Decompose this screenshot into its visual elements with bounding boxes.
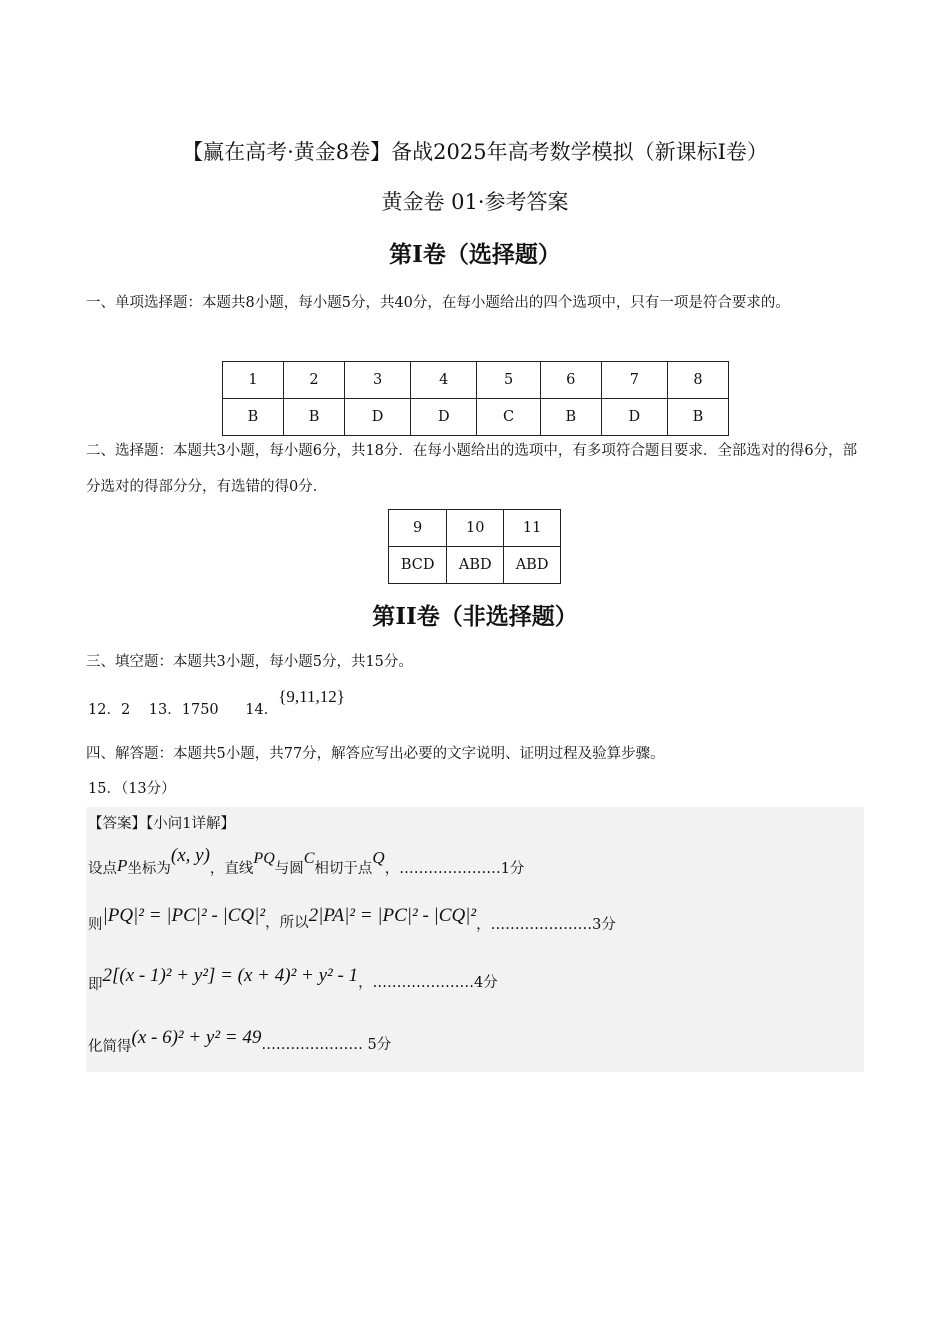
table-row-answers bbox=[223, 399, 729, 436]
equation: 2|PA|² = |PC|² - |CQ|² bbox=[308, 905, 477, 926]
table-cell: ABD bbox=[504, 547, 561, 584]
answer-table-multi-choice bbox=[388, 509, 561, 584]
document-subtitle: 黄金卷 01·参考答案 bbox=[381, 190, 569, 214]
table-cell: 1 bbox=[223, 362, 284, 399]
table-cell: D bbox=[411, 399, 477, 436]
table-cell: 3 bbox=[345, 362, 411, 399]
equation: 2[(x - 1)² + y²] = (x + 4)² + y² - 1 bbox=[102, 965, 359, 986]
solution-line-3: 即2[(x - 1)² + y²] = (x + 4)² + y² - 1，…………………4分 bbox=[88, 965, 498, 993]
q12-label: 12． bbox=[88, 702, 121, 718]
table-cell: 10 bbox=[447, 510, 504, 547]
solution-line-1: 设点P坐标为(x, y)，直线PQ与圆C相切于点Q，…………………1分 bbox=[88, 845, 525, 877]
table-cell: ABD bbox=[447, 547, 504, 584]
table-cell: B bbox=[667, 399, 728, 436]
solution-line-2: 则|PQ|² = |PC|² - |CQ|²，所以2|PA|² = |PC|² - |CQ|²，…………………3分 bbox=[88, 905, 616, 933]
table-cell: 11 bbox=[504, 510, 561, 547]
solution-line-4: 化简得(x - 6)² + y² = 49………………… 5分 bbox=[88, 1027, 392, 1055]
table-cell: BCD bbox=[389, 547, 447, 584]
q13-value: 1750 bbox=[181, 702, 219, 718]
table-cell: B bbox=[284, 399, 345, 436]
equation: (x - 6)² + y² = 49 bbox=[131, 1027, 262, 1048]
table-cell: 6 bbox=[540, 362, 601, 399]
fill-in-answers bbox=[88, 687, 345, 719]
q14-value: {9,11,12} bbox=[278, 687, 345, 706]
q15-label: 15．（13分） bbox=[88, 781, 176, 797]
table-cell: B bbox=[540, 399, 601, 436]
q12-value: 2 bbox=[120, 702, 131, 718]
document-title: 【赢在高考·黄金8卷】备战2025年高考数学模拟（新课标I卷） bbox=[182, 140, 768, 164]
part2-heading: 第II卷（非选择题） bbox=[372, 603, 578, 630]
coordinate-expression: (x, y) bbox=[170, 845, 210, 866]
equation: |PQ|² = |PC|² - |CQ|² bbox=[102, 905, 266, 926]
solution-header: 【答案】【小问1详解】 bbox=[88, 816, 235, 832]
table-cell: 5 bbox=[477, 362, 540, 399]
table-cell: 2 bbox=[284, 362, 345, 399]
answer-table-single-choice bbox=[222, 361, 729, 436]
section1-instructions: 一、单项选择题：本题共8小题，每小题5分，共40分，在每小题给出的四个选项中，只有一项是符合要求的。 bbox=[86, 295, 790, 311]
table-cell: B bbox=[223, 399, 284, 436]
section4-instructions: 四、解答题：本题共5小题，共77分，解答应写出必要的文字说明、证明过程及验算步骤。 bbox=[86, 746, 665, 762]
part1-heading: 第I卷（选择题） bbox=[389, 241, 561, 268]
table-row-answers bbox=[389, 547, 561, 584]
table-cell: 4 bbox=[411, 362, 477, 399]
table-row-numbers bbox=[223, 362, 729, 399]
table-cell: C bbox=[477, 399, 540, 436]
q14-label: 14． bbox=[245, 702, 279, 718]
table-cell: 8 bbox=[667, 362, 728, 399]
section2-instructions: 二、选择题：本题共3小题，每小题6分，共18分．在每小题给出的选项中，有多项符合题目要求．全部选对的得6分，部分选对的得部分分，有选错的得0分． bbox=[86, 443, 858, 495]
table-cell: D bbox=[601, 399, 667, 436]
q13-label: 13． bbox=[148, 702, 182, 718]
section3-instructions: 三、填空题：本题共3小题，每小题5分，共15分。 bbox=[86, 654, 413, 670]
table-cell: D bbox=[345, 399, 411, 436]
table-cell: 9 bbox=[389, 510, 447, 547]
table-row-numbers bbox=[389, 510, 561, 547]
table-cell: 7 bbox=[601, 362, 667, 399]
